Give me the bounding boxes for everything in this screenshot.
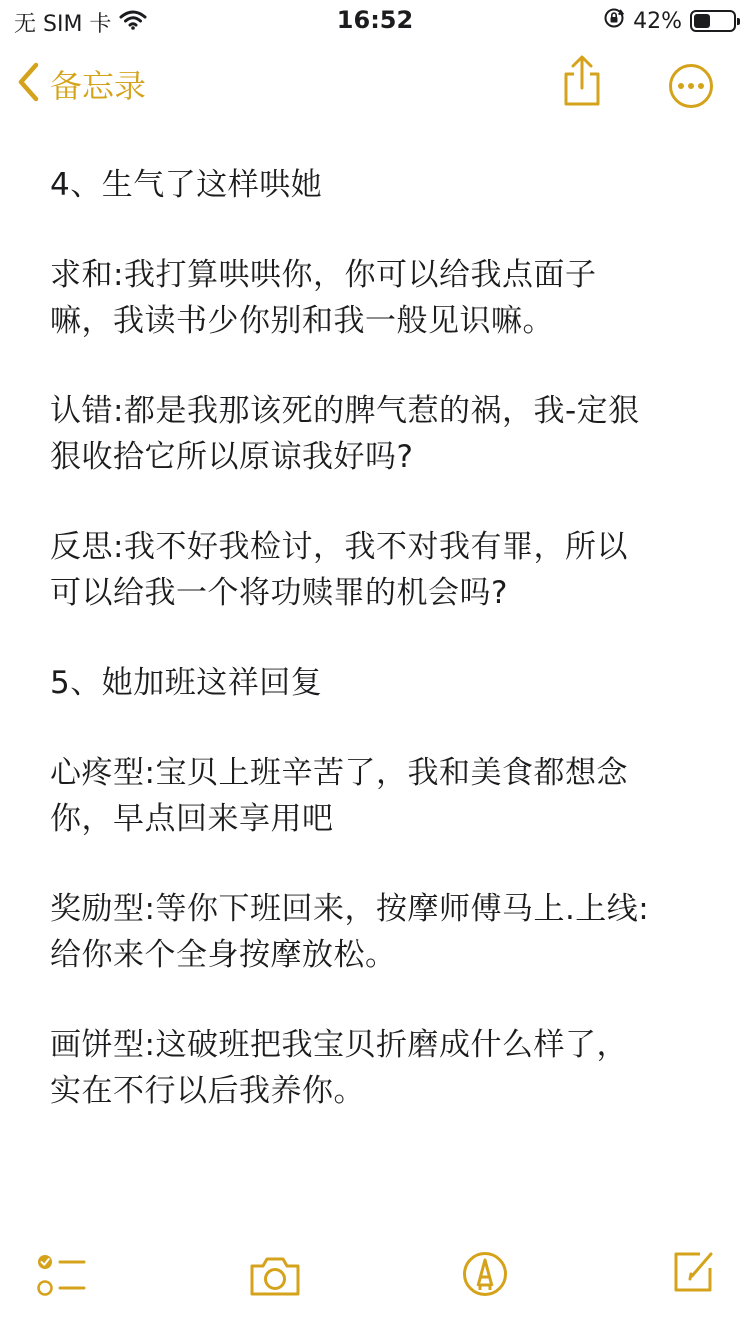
note-line: 奖励型:等你下班回来，按摩师傅马上.上线: [50,891,650,927]
carrier-label: 无 SIM 卡 [14,12,112,37]
bottom-toolbar [0,1234,750,1334]
note-line: 4、生气了这样哄她 [50,167,323,203]
note-line: 求和:我打算哄哄你，你可以给我点面子 [50,257,597,293]
share-button[interactable] [560,54,604,112]
status-bar [0,0,750,40]
status-time: 16:52 [336,6,414,34]
note-line: 狠收拾它所以原谅我好吗? [50,439,414,475]
camera-icon [248,1283,302,1302]
note-line: 给你来个全身按摩放松。 [50,937,397,973]
note-line: 反思:我不好我检讨，我不对我有罪，所以 [50,529,628,565]
checklist-icon [36,1285,88,1304]
note-line: 你，早点回来享用吧 [50,801,334,837]
status-right [603,7,736,35]
note-line: 5、她加班这祥回复 [50,665,323,701]
battery-percent: 42% [633,8,682,34]
checklist-button[interactable] [36,1252,88,1304]
chevron-left-icon [16,60,40,108]
nav-bar [0,48,750,124]
note-line: 嘛，我读书少你别和我一般见识嘛。 [50,303,554,339]
compose-button[interactable] [670,1248,718,1300]
paragraph-gap [50,344,710,388]
note-line: 可以给我一个将功赎罪的机会吗? [50,575,508,611]
battery-icon [690,10,736,32]
paragraph-gap [50,616,710,660]
share-icon [560,93,604,112]
camera-button[interactable] [248,1254,302,1302]
markup-button[interactable] [462,1250,508,1302]
back-button[interactable] [16,60,146,108]
note-line: 画饼型:这破班把我宝贝折磨成什么样了， [50,1027,628,1063]
note-body[interactable] [50,162,710,1114]
paragraph-gap [50,842,710,886]
compose-icon [670,1281,718,1300]
note-line: 认错:都是我那该死的脾气惹的祸，我-定狠 [50,393,640,429]
note-line: 心疼型:宝贝上班辛苦了，我和美食都想念 [50,755,628,791]
rotation-lock-icon [603,7,625,35]
paragraph-gap [50,208,710,252]
paragraph-gap [50,706,710,750]
note-line: 实在不行以后我养你。 [50,1073,365,1109]
paragraph-gap [50,978,710,1022]
markup-icon [462,1283,508,1302]
battery-fill [694,14,710,28]
more-icon [668,94,714,113]
back-label: 备忘录 [50,67,147,105]
more-button[interactable] [668,63,714,113]
paragraph-gap [50,480,710,524]
